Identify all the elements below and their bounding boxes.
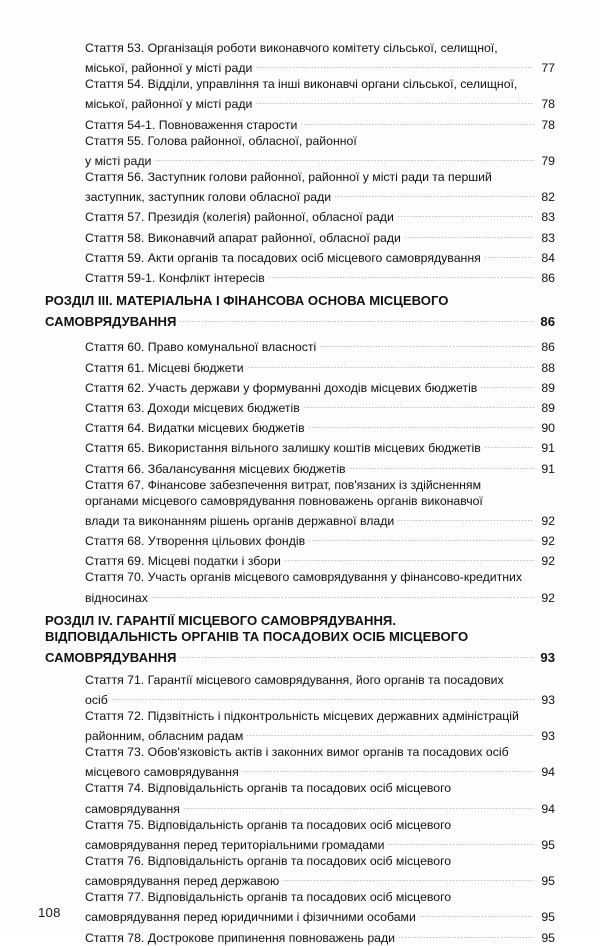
dot-leader [349, 456, 534, 472]
toc-entry-line: САМОВРЯДУВАННЯ [45, 649, 177, 665]
toc-page-number: 78 [541, 97, 555, 112]
toc-entry-leader-row [85, 456, 555, 476]
dot-leader [255, 92, 534, 108]
toc-article-entry[interactable] [45, 744, 555, 780]
dot-leader [179, 310, 534, 326]
toc-entry-line: Стаття 60. Право комунальної власності [85, 340, 317, 355]
toc-page-number: 89 [541, 401, 555, 415]
toc-page-number: 89 [541, 380, 555, 395]
dot-leader [179, 646, 534, 662]
toc-page-number: 79 [541, 153, 555, 168]
dot-leader [255, 56, 534, 72]
toc-entry-line: Стаття 54. Відділи, управління та інші виконавчі органи сільської, селищної, [85, 77, 518, 92]
toc-entry-leader-row [85, 797, 555, 817]
toc-entry-line: місцевого самоврядування [85, 765, 239, 780]
toc-page-number: 94 [541, 801, 555, 816]
toc-entry-line: РОЗДІЛ III. МАТЕРІАЛЬНА І ФІНАНСОВА ОСНОВА МІСЦЕВОГО [45, 293, 449, 309]
toc-article-entry[interactable] [45, 416, 555, 436]
dot-leader [334, 185, 534, 201]
toc-article-entry[interactable] [45, 529, 555, 549]
toc-entry-line: відносинах [85, 590, 148, 605]
toc-article-entry[interactable] [45, 926, 555, 946]
toc-page-number: 95 [541, 874, 555, 889]
toc-entry-leader-row [85, 266, 555, 286]
toc-entry-line: Стаття 71. Гарантії місцевого самоврядування, його органів та посадових [85, 672, 504, 687]
toc-article-entry[interactable] [45, 853, 555, 889]
toc-entry-leader-row [85, 926, 555, 946]
dot-leader [397, 205, 534, 221]
toc-entry-leader-row [85, 905, 555, 925]
toc-entry-line: Стаття 65. Використання вільного залишку коштів місцевих бюджетів [85, 441, 481, 456]
toc-article-entry[interactable] [45, 376, 555, 396]
toc-entry-line: осіб [85, 692, 108, 707]
toc-page-number: 93 [541, 729, 555, 744]
toc-entry-line: Стаття 75. Відповідальність органів та посадових осіб місцевого [85, 817, 452, 832]
toc-article-entry[interactable] [45, 889, 555, 925]
dot-leader [247, 356, 534, 372]
toc-page-number: 92 [541, 513, 555, 528]
toc-entry-line: міської, районної у місті ради [85, 97, 253, 112]
toc-page-number: 86 [540, 313, 555, 329]
toc-entry-line: Стаття 66. Збалансування місцевих бюджетів [85, 461, 346, 476]
toc-entry-leader-row [85, 760, 555, 780]
dot-leader [183, 797, 534, 813]
toc-entry-line: Стаття 59. Акти органів та посадових осіб місцевого самоврядування [85, 250, 481, 265]
toc-entry-leader-row [85, 396, 555, 416]
toc-entry-leader-row [85, 688, 555, 708]
toc-entry-line: Стаття 54-1. Повноваження старости [85, 117, 298, 132]
toc-entry-line: ВІДПОВІДАЛЬНІСТЬ ОРГАНІВ ТА ПОСАДОВИХ ОСІБ МІСЦЕВОГО [45, 629, 469, 645]
toc-article-entry[interactable] [45, 549, 555, 569]
dot-leader [484, 246, 534, 262]
dot-leader [419, 905, 534, 921]
toc-page-number: 93 [541, 692, 555, 707]
toc-entry-line: Стаття 62. Участь держави у формуванні доходів місцевих бюджетів [85, 380, 478, 395]
toc-entry-line: самоврядування перед юридичними і фізичними особами [85, 910, 416, 925]
toc-entry-line: Стаття 58. Виконавчий апарат районної, обласної ради [85, 230, 401, 245]
toc-page-number: 95 [541, 837, 555, 852]
toc-section-entry[interactable] [45, 293, 555, 330]
toc-page-number: 93 [540, 649, 555, 665]
toc-entry-leader-row [85, 226, 555, 246]
toc-entry-line: Стаття 73. Обов'язковість актів і законних вимог органів та посадових осіб [85, 745, 509, 760]
dot-leader [308, 416, 534, 432]
toc-entry-line: САМОВРЯДУВАННЯ [45, 313, 177, 329]
toc-article-entry[interactable] [45, 113, 555, 133]
toc-article-entry[interactable] [45, 133, 555, 169]
toc-article-entry[interactable] [45, 780, 555, 816]
toc-article-entry[interactable] [45, 569, 555, 605]
toc-entry-leader-row [85, 56, 555, 76]
toc-page-number: 91 [541, 441, 555, 456]
toc-page-number: 77 [541, 61, 555, 76]
toc-entry-line: Стаття 59-1. Конфлікт інтересів [85, 270, 265, 285]
toc-entry-leader-row [85, 185, 555, 205]
toc-article-entry[interactable] [45, 335, 555, 355]
toc-entry-leader-row [85, 246, 555, 266]
table-of-contents-list [45, 40, 555, 946]
toc-entry-line: Стаття 56. Заступник голови районної, районної у місті ради та перший [85, 170, 492, 185]
toc-article-entry[interactable] [45, 708, 555, 744]
dot-leader [154, 149, 534, 165]
toc-article-entry[interactable] [45, 817, 555, 853]
dot-leader [268, 266, 534, 282]
dot-leader [308, 529, 534, 545]
dot-leader [242, 760, 534, 776]
toc-page-number: 95 [541, 930, 555, 945]
toc-entry-line: Стаття 53. Організація роботи виконавчого комітету сільської, селищної, [85, 41, 498, 55]
toc-entry-line: Стаття 63. Доходи місцевих бюджетів [85, 401, 300, 415]
toc-page-number: 86 [541, 270, 555, 285]
toc-entry-line: влади та виконанням рішень органів державної влади [85, 513, 395, 528]
toc-page-number: 82 [541, 190, 555, 205]
toc-entry-leader-row [85, 509, 555, 529]
toc-entry-leader-row [85, 205, 555, 225]
toc-entry-line: Стаття 72. Підзвітність і підконтрольність місцевих державних адміністрацій [85, 708, 519, 723]
toc-article-entry[interactable] [45, 76, 555, 112]
dot-leader [246, 724, 534, 740]
dot-leader [387, 833, 534, 849]
toc-article-entry[interactable] [45, 205, 555, 225]
dot-leader [398, 926, 534, 942]
toc-entry-leader-row [85, 869, 555, 889]
toc-article-entry[interactable] [45, 436, 555, 456]
toc-entry-line: Стаття 78. Дострокове припинення повноважень ради [85, 930, 396, 945]
toc-entry-leader-row [85, 335, 555, 355]
toc-entry-leader-row [85, 376, 555, 396]
toc-entry-line: Стаття 77. Відповідальність органів та посадових осіб місцевого [85, 890, 452, 905]
toc-entry-line: самоврядування перед державою [85, 874, 280, 889]
dot-leader [151, 586, 534, 602]
toc-entry-line: міської, районної у місті ради [85, 61, 253, 76]
toc-entry-leader-row [45, 310, 555, 331]
toc-entry-leader-row [85, 113, 555, 133]
toc-page-number: 92 [541, 590, 555, 605]
toc-article-entry[interactable] [45, 356, 555, 376]
toc-article-entry[interactable] [45, 246, 555, 266]
dot-leader [319, 335, 534, 351]
toc-entry-line: у місті ради [85, 153, 152, 168]
dot-leader [484, 436, 534, 452]
toc-entry-line: Стаття 70. Участь органів місцевого самоврядування у фінансово-кредитних [85, 570, 522, 585]
toc-entry-line: Стаття 57. Президія (колегія) районної, обласної ради [85, 210, 394, 225]
toc-entry-leader-row [85, 356, 555, 376]
toc-entry-leader-row [85, 529, 555, 549]
dot-leader [282, 869, 534, 885]
dot-leader [303, 396, 534, 412]
dot-leader [480, 376, 534, 392]
dot-leader [284, 549, 534, 565]
page-folio-number: 108 [38, 905, 61, 920]
toc-entry-line: РОЗДІЛ IV. ГАРАНТІЇ МІСЦЕВОГО САМОВРЯДУВАННЯ. [45, 612, 397, 628]
toc-page-number: 90 [541, 421, 555, 436]
toc-page-number: 83 [541, 230, 555, 245]
toc-entry-line: заступник, заступник голови обласної ради [85, 190, 332, 205]
toc-entry-leader-row [45, 646, 555, 667]
dot-leader [404, 226, 534, 242]
toc-article-entry[interactable] [45, 477, 555, 529]
dot-leader [397, 509, 534, 525]
toc-article-entry[interactable] [45, 266, 555, 286]
toc-page-number: 86 [541, 340, 555, 355]
toc-entry-leader-row [85, 586, 555, 606]
toc-entry-line: Стаття 76. Відповідальність органів та посадових осіб місцевого [85, 853, 452, 868]
toc-entry-leader-row [85, 436, 555, 456]
toc-entry-line: Стаття 68. Утворення цільових фондів [85, 534, 306, 549]
toc-article-entry[interactable] [45, 169, 555, 205]
toc-article-entry[interactable] [45, 40, 555, 76]
toc-entry-leader-row [85, 724, 555, 744]
toc-page-number: 94 [541, 765, 555, 780]
toc-page-number: 88 [541, 360, 555, 375]
toc-article-entry[interactable] [45, 226, 555, 246]
toc-entry-leader-row [85, 549, 555, 569]
toc-section-entry[interactable] [45, 613, 555, 667]
toc-entry-line: самоврядування перед територіальними громадами [85, 837, 385, 852]
toc-entry-leader-row [85, 833, 555, 853]
toc-entry-line: Стаття 67. Фінансове забезпечення витрат, пов'язаних із здійсненням [85, 477, 481, 492]
toc-entry-leader-row [85, 92, 555, 112]
toc-entry-line: районним, обласним радам [85, 729, 244, 744]
dot-leader [300, 113, 534, 129]
toc-entry-line: Стаття 69. Місцеві податки і збори [85, 554, 281, 569]
toc-page-number: 92 [541, 554, 555, 569]
toc-article-entry[interactable] [45, 396, 555, 416]
dot-leader [111, 688, 534, 704]
toc-article-entry[interactable] [45, 456, 555, 476]
toc-entry-leader-row [85, 416, 555, 436]
toc-page-number: 91 [541, 461, 555, 476]
toc-entry-line: Стаття 64. Видатки місцевих бюджетів [85, 421, 305, 436]
toc-page-number: 83 [541, 210, 555, 225]
toc-entry-line: Стаття 74. Відповідальність органів та посадових осіб місцевого [85, 781, 452, 796]
toc-entry-leader-row [85, 149, 555, 169]
toc-page-number: 84 [541, 250, 555, 265]
toc-page-number: 92 [541, 534, 555, 549]
toc-article-entry[interactable] [45, 672, 555, 708]
toc-page-number: 78 [541, 117, 555, 132]
toc-entry-line: Стаття 55. Голова районної, обласної, районної [85, 133, 357, 148]
toc-entry-line: Стаття 61. Місцеві бюджети [85, 360, 244, 375]
toc-entry-line: самоврядування [85, 801, 180, 816]
toc-entry-line: органами місцевого самоврядування повноважень органів виконавчої [85, 493, 483, 508]
toc-page-number: 95 [541, 910, 555, 925]
